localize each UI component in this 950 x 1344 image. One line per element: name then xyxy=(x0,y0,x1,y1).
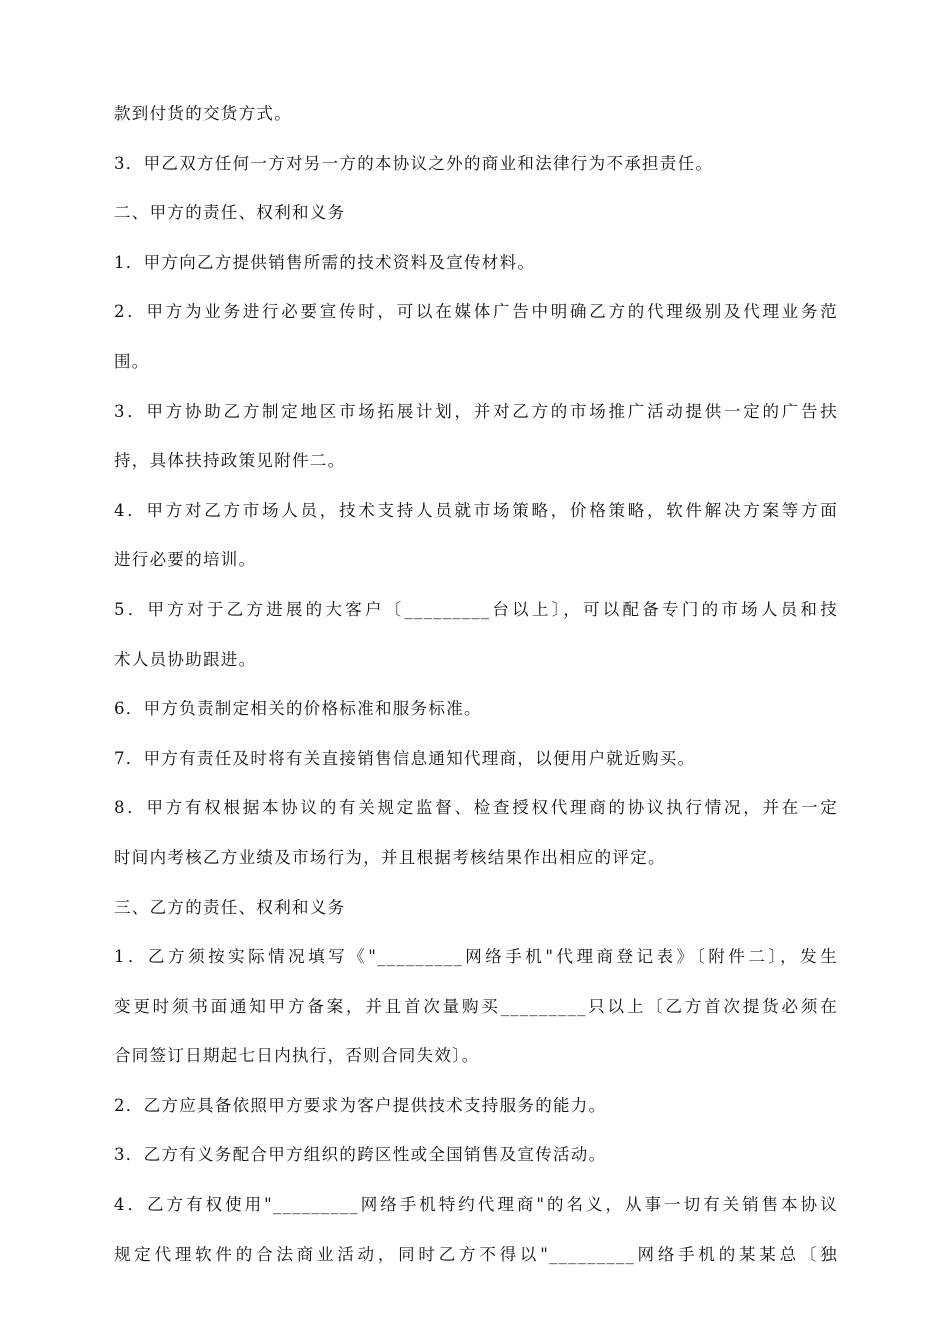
text-line: 时间内考核乙方业绩及市场行为，并且根据考核结果作出相应的评定。 xyxy=(114,847,666,867)
text-line: 3．甲乙双方任何一方对另一方的本协议之外的商业和法律行为不承担责任。 xyxy=(114,153,714,173)
text-line: 进行必要的培训。 xyxy=(114,550,257,570)
text-line: 合同签订日期起七日内执行，否则合同失效〕。 xyxy=(114,1046,480,1066)
section-heading: 二、甲方的责任、权利和义务 xyxy=(114,203,346,223)
text-line: 持，具体扶持政策见附件二。 xyxy=(114,451,346,471)
text-line: 7．甲方有责任及时将有关直接销售信息通知代理商，以便用户就近购买。 xyxy=(114,748,696,768)
text-line: 2．甲方为业务进行必要宣传时，可以在媒体广告中明确乙方的代理级别及代理业务范 xyxy=(114,302,838,322)
text-line: 4．甲方对乙方市场人员，技术支持人员就市场策略，价格策略，软件解决方案等方面 xyxy=(114,500,838,520)
text-line: 8．甲方有权根据本协议的有关规定监督、检查授权代理商的协议执行情况，并在一定 xyxy=(114,798,838,818)
text-line: 围。 xyxy=(114,351,150,371)
text-line: 款到付货的交货方式。 xyxy=(114,104,292,123)
text-line: 2．乙方应具备依照甲方要求为客户提供技术支持服务的能力。 xyxy=(114,1095,607,1115)
text-line: 3．甲方协助乙方制定地区市场拓展计划，并对乙方的市场推广活动提供一定的广告扶 xyxy=(114,401,838,421)
text-line: 3．乙方有义务配合甲方组织的跨区性或全国销售及宣传活动。 xyxy=(114,1145,607,1165)
text-line: 变更时须书面通知甲方备案，并且首次量购买_________只以上〔乙方首次提货必须在 xyxy=(114,996,838,1016)
document-body xyxy=(114,98,838,1288)
section-heading: 三、乙方的责任、权利和义务 xyxy=(114,897,346,917)
text-line: 术人员协助跟进。 xyxy=(114,649,257,669)
text-line: 4．乙方有权使用"_________网络手机特约代理商"的名义，从事一切有关销售本协议 xyxy=(114,1195,838,1215)
text-line: 6．甲方负责制定相关的价格标准和服务标准。 xyxy=(114,699,482,719)
text-line: 规定代理软件的合法商业活动，同时乙方不得以"_________网络手机的某某总〔独 xyxy=(114,1244,838,1264)
text-line: 5．甲方对于乙方进展的大客户〔_________台以上〕，可以配备专门的市场人员和技 xyxy=(114,599,838,619)
text-line: 1．乙方须按实际情况填写《"_________网络手机"代理商登记表》〔附件二〕，发生 xyxy=(114,947,838,967)
text-line: 1．甲方向乙方提供销售所需的技术资料及宣传材料。 xyxy=(114,252,536,272)
